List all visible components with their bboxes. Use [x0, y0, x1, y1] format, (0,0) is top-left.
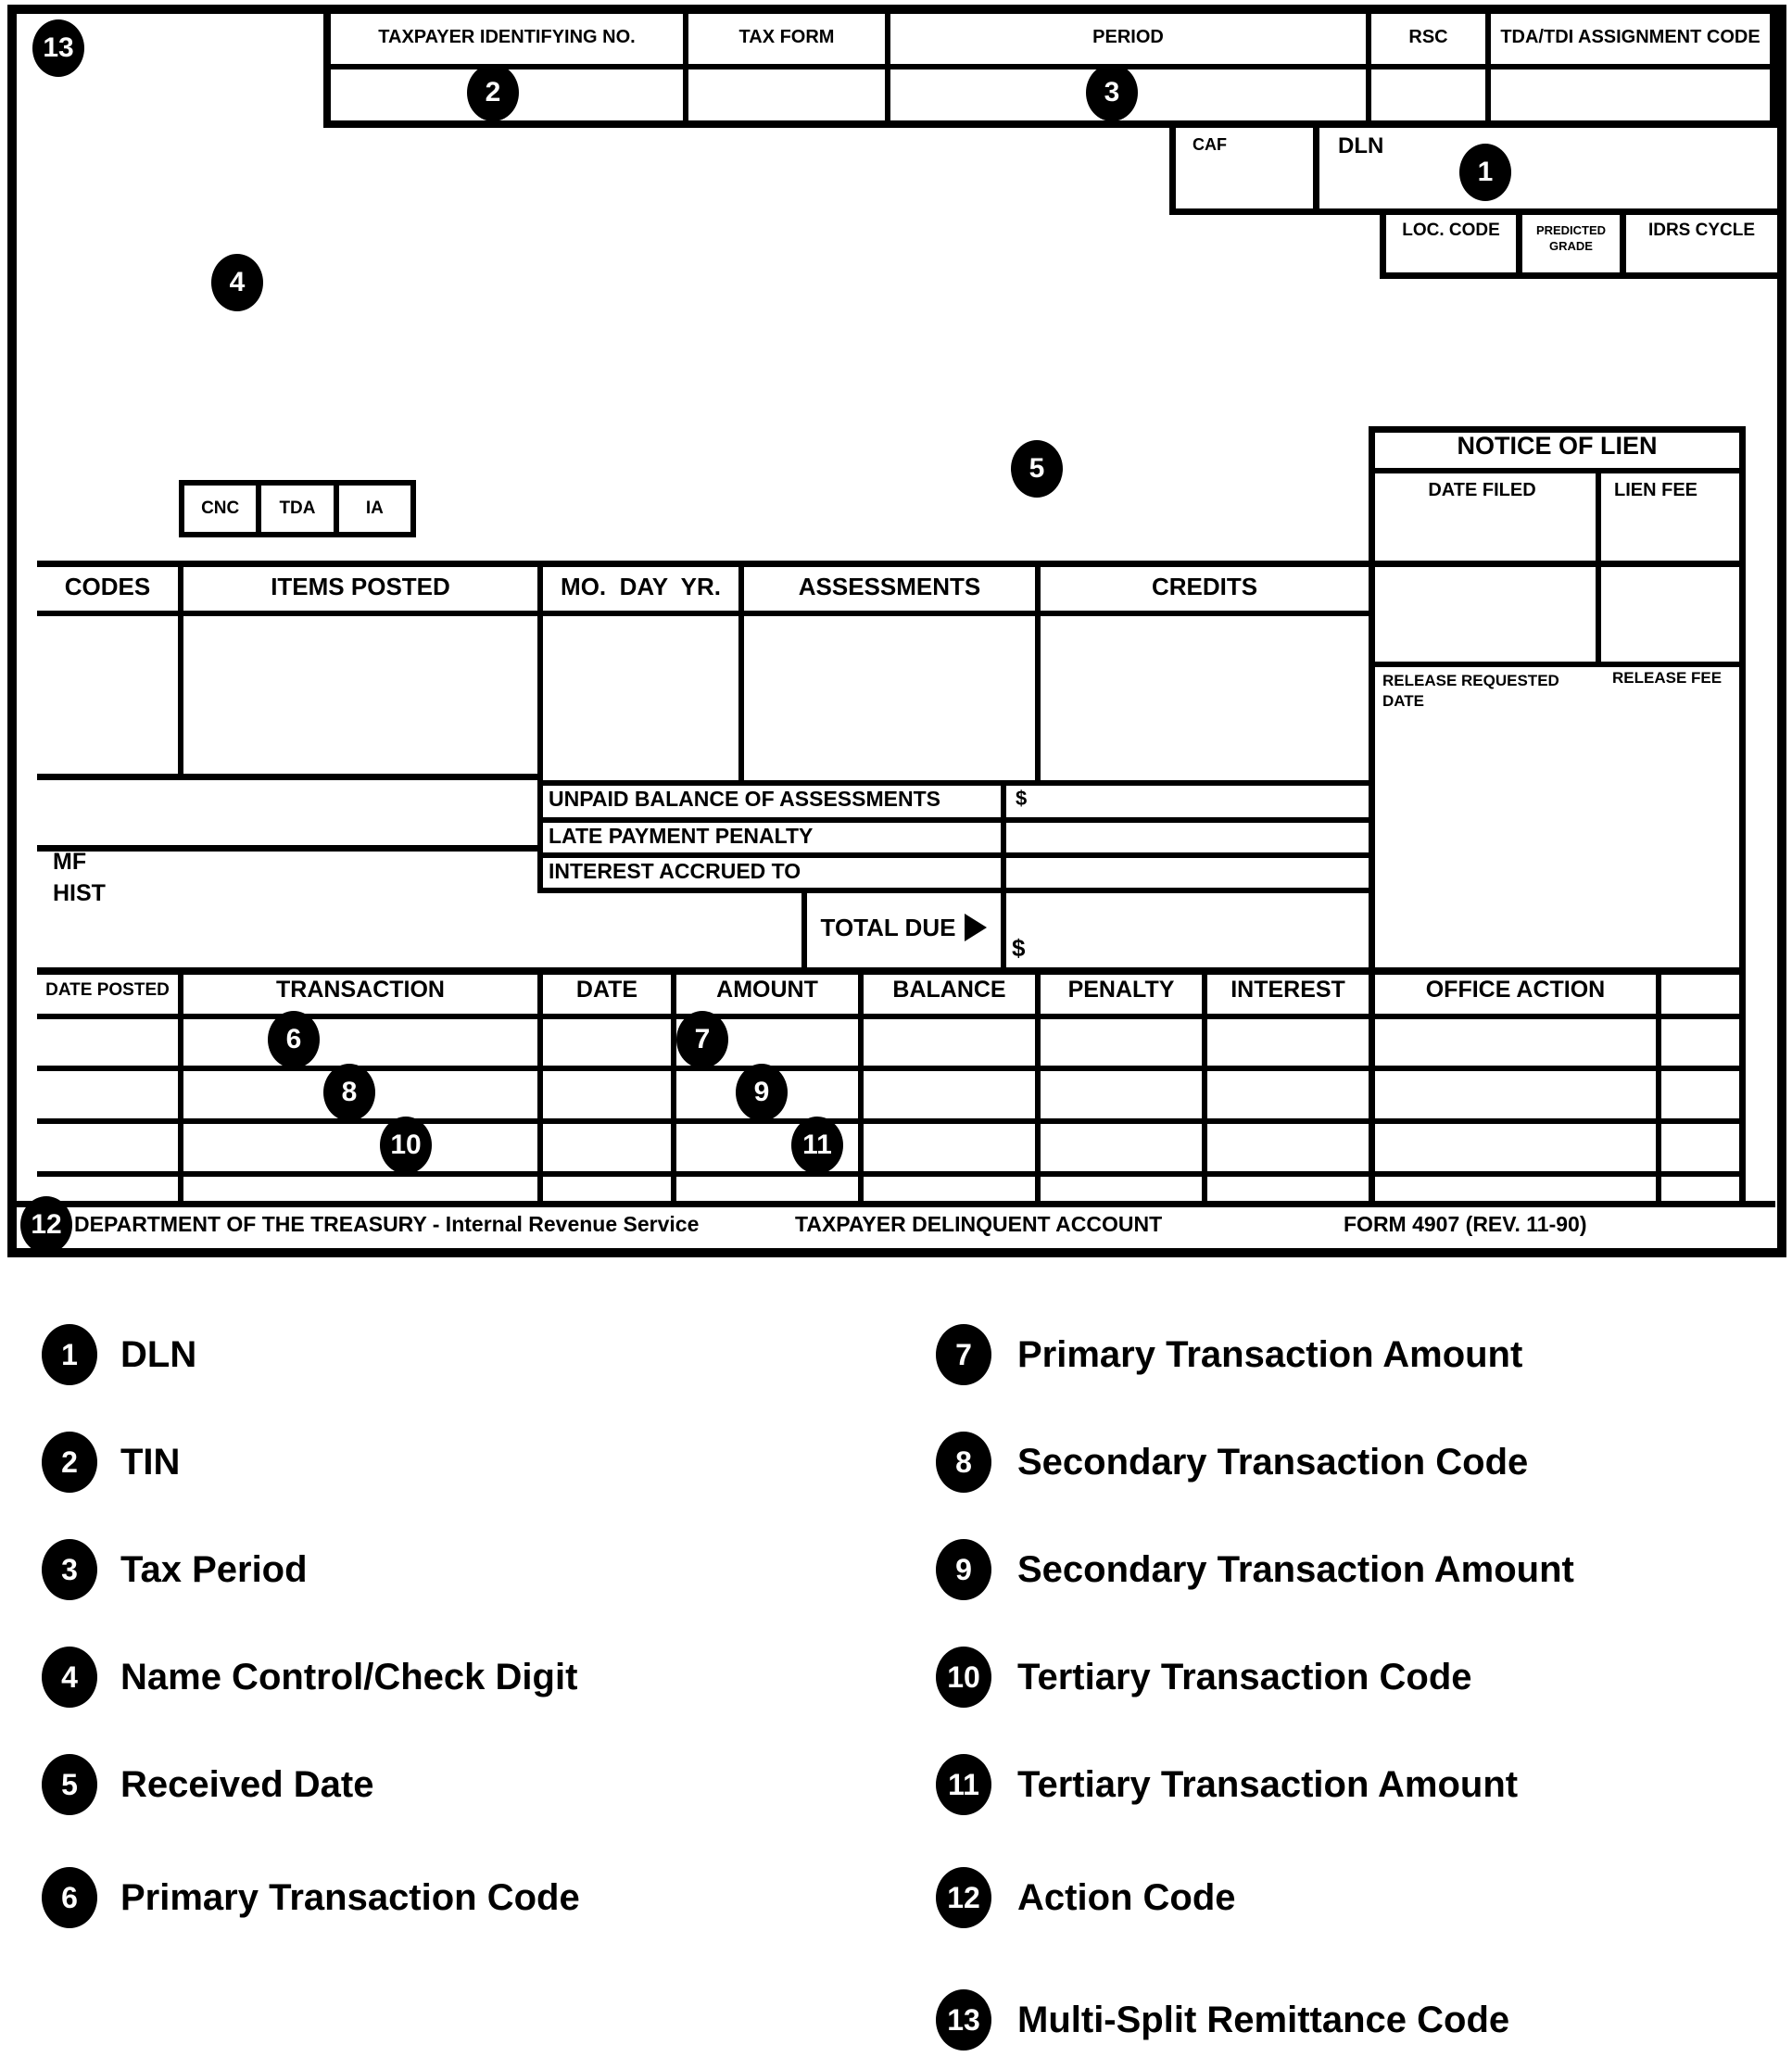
codes-column-header: CODES: [64, 573, 151, 600]
transaction-row-divider-2: [37, 1118, 1746, 1124]
legend-label-tax-period: Tax Period: [120, 1549, 308, 1590]
lien-title-divider: [1369, 468, 1746, 473]
legend-label-tertiary-transaction-amount: Tertiary Transaction Amount: [1017, 1764, 1519, 1805]
posting-header-bottom-border: [37, 611, 1369, 616]
callout-badge-1: 1: [1459, 144, 1511, 201]
posting-left-bottom-border: [37, 774, 543, 780]
lien-fee-label: LIEN FEE: [1614, 480, 1698, 500]
release-requested-date-label: RELEASE REQUESTED DATE: [1382, 672, 1559, 710]
legend-label-primary-transaction-code: Primary Transaction Code: [120, 1877, 580, 1918]
tax-form-header-cell: TAX FORM: [688, 12, 890, 64]
callout-badge-5: 5: [1011, 440, 1063, 498]
caf-box: [1169, 128, 1313, 215]
total-due-dollar-sign: $: [1012, 934, 1026, 962]
callout-badge-10: 10: [380, 1117, 432, 1174]
legend-badge-9: 9: [936, 1539, 991, 1600]
footer-top-border: [17, 1201, 1775, 1207]
date-column-header: DATE: [575, 977, 638, 1003]
dln-label: DLN: [1338, 133, 1384, 158]
footer-form-title: TAXPAYER DELINQUENT ACCOUNT: [795, 1212, 1163, 1236]
callout-badge-11: 11: [791, 1117, 843, 1174]
legend-badge-4: 4: [42, 1647, 97, 1708]
callout-badge-9: 9: [736, 1064, 788, 1121]
rsc-header-cell: RSC: [1371, 12, 1491, 64]
date-posted-column-header: DATE POSTED: [45, 980, 170, 1000]
items-posted-column-header: ITEMS POSTED: [271, 573, 450, 600]
top-header-table: [323, 5, 1777, 128]
cnc-box: CNC: [184, 486, 261, 532]
legend-label-secondary-transaction-code: Secondary Transaction Code: [1017, 1442, 1529, 1483]
release-fee-label: RELEASE FEE: [1612, 669, 1723, 687]
callout-badge-2: 2: [467, 64, 519, 121]
transaction-row-divider-3: [37, 1171, 1746, 1177]
lien-title: NOTICE OF LIEN: [1457, 432, 1658, 460]
total-due-arrow-icon: [965, 914, 987, 941]
legend-badge-12: 12: [936, 1867, 991, 1928]
legend-label-primary-transaction-amount: Primary Transaction Amount: [1017, 1334, 1523, 1375]
credits-column-header: CREDITS: [1151, 573, 1258, 600]
amount-column-divider: [1001, 780, 1006, 967]
late-payment-penalty-label: LATE PAYMENT PENALTY: [549, 824, 814, 848]
footer-agency: DEPARTMENT OF THE TREASURY - Internal Revenue Service: [74, 1212, 700, 1236]
unpaid-row-bottom-border: [537, 817, 1371, 823]
total-due-label: TOTAL DUE: [820, 913, 956, 941]
assessments-column-header: ASSESSMENTS: [798, 573, 981, 600]
footer-form-number: FORM 4907 (REV. 11-90): [1344, 1212, 1587, 1236]
unpaid-balance-dollar-sign: $: [1016, 787, 1028, 810]
callout-badge-7: 7: [676, 1011, 728, 1068]
callout-badge-13: 13: [32, 19, 84, 77]
legend-badge-10: 10: [936, 1647, 991, 1708]
status-boxes: [179, 480, 416, 537]
interest-accrued-label: INTEREST ACCRUED TO: [549, 859, 801, 883]
legend-label-tertiary-transaction-code: Tertiary Transaction Code: [1017, 1657, 1472, 1697]
balance-column-header: BALANCE: [892, 977, 1006, 1003]
ia-box: IA: [365, 498, 384, 518]
transaction-column-header: TRANSACTION: [276, 977, 445, 1003]
legend-badge-11: 11: [936, 1754, 991, 1815]
legend-label-multi-split-remittance-code: Multi-Split Remittance Code: [1017, 2000, 1510, 2040]
unpaid-balance-label: UNPAID BALANCE OF ASSESSMENTS: [549, 787, 940, 811]
tda-tdi-assignment-code-header-cell: TDA/TDI ASSIGNMENT CODE: [1500, 27, 1760, 48]
loc-code-label: LOC. CODE: [1402, 221, 1500, 240]
callout-badge-4: 4: [211, 254, 263, 311]
interest-column-header: INTEREST: [1230, 977, 1345, 1003]
legend-badge-13: 13: [936, 1989, 991, 2051]
rsc-value-cell: [1371, 69, 1491, 121]
hist-label: HIST: [53, 880, 106, 906]
legend-badge-3: 3: [42, 1539, 97, 1600]
penalty-column-header: PENALTY: [1067, 977, 1175, 1003]
idrs-cycle-label: IDRS CYCLE: [1647, 221, 1756, 240]
legend-badge-5: 5: [42, 1754, 97, 1815]
penalty-row-bottom-border: [537, 852, 1371, 858]
top-header-label-row: [331, 12, 1770, 69]
legend-badge-7: 7: [936, 1324, 991, 1385]
legend-label-action-code: Action Code: [1017, 1877, 1236, 1918]
callout-badge-3: 3: [1086, 64, 1138, 121]
legend-badge-8: 8: [936, 1432, 991, 1493]
idrs-cycle-box: [1620, 215, 1777, 279]
office-action-column-header: OFFICE ACTION: [1425, 977, 1606, 1003]
callout-badge-8: 8: [323, 1064, 375, 1121]
callout-badge-6: 6: [268, 1011, 320, 1068]
mf-label: MF: [53, 849, 87, 875]
posting-header-top-border: [37, 561, 1746, 567]
balance-box-top-border: [537, 780, 1371, 786]
legend-label-tin: TIN: [120, 1442, 181, 1483]
form-tables-right-border: [1739, 426, 1746, 1207]
top-header-value-row: [331, 69, 1770, 121]
caf-label: CAF: [1193, 135, 1227, 154]
legend-label-dln: DLN: [120, 1334, 197, 1375]
legend-badge-2: 2: [42, 1432, 97, 1493]
legend-badge-6: 6: [42, 1867, 97, 1928]
lien-release-row-divider: [1369, 662, 1746, 667]
legend-label-secondary-transaction-amount: Secondary Transaction Amount: [1017, 1549, 1574, 1590]
tda-tdi-assignment-code-value-cell: [1491, 69, 1770, 121]
dln-box: [1313, 128, 1777, 215]
tax-form-value-cell: [688, 69, 890, 121]
callout-badge-12: 12: [20, 1196, 72, 1254]
predicted-grade-box: [1516, 215, 1620, 279]
merged-strip-bottom-border: [37, 845, 543, 852]
predicted-grade-label: PREDICTED GRADE: [1535, 223, 1607, 253]
office-action-right-divider: [1656, 967, 1661, 1201]
transaction-table-top-border: [37, 967, 1746, 975]
tin-header-cell: TAXPAYER IDENTIFYING NO.: [331, 12, 688, 64]
legend-badge-1: 1: [42, 1324, 97, 1385]
loc-code-box: [1380, 215, 1516, 279]
items-date-divider: [537, 561, 543, 893]
legend-label-received-date: Received Date: [120, 1764, 374, 1805]
tda-box: TDA: [261, 486, 338, 532]
legend-label-name-control: Name Control/Check Digit: [120, 1657, 578, 1697]
mo-day-yr-column-header: MO. DAY YR.: [561, 573, 721, 600]
amount-column-header: AMOUNT: [716, 977, 818, 1003]
total-due-box: [807, 888, 1001, 967]
date-filed-label: DATE FILED: [1428, 480, 1536, 500]
lien-fee-divider: [1596, 468, 1601, 667]
period-header-cell: PERIOD: [890, 12, 1371, 64]
